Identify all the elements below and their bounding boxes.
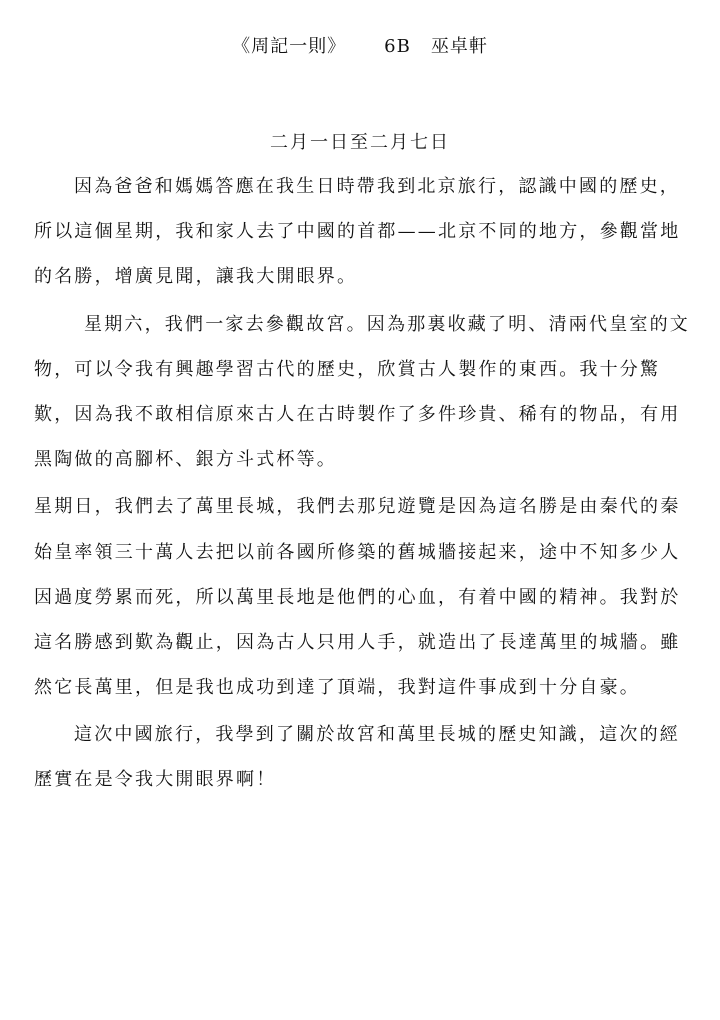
journal-title: 《周記一則》 [232,36,347,57]
text-line: 黑陶做的高腳杯、銀方斗式杯等。 [34,449,337,470]
text-line: 始皇率領三十萬人去把以前各國所修築的舊城牆接起来，途中不知多少人 [34,542,681,563]
text-line: 的名勝，增廣見聞，讓我大開眼界。 [34,266,358,287]
text-line: 因過度勞累而死，所以萬里長地是他們的心血，有着中國的精神。我對於 [34,587,681,608]
text-line: 物，可以令我有興趣學習古代的歷史，欣賞古人製作的東西。我十分驚 [34,359,661,380]
class-label: 6B [384,36,411,57]
text-line: 這名勝感到歎為觀止，因為古人只用人手，就造出了長達萬里的城牆。雖 [34,632,681,653]
author-name: 巫卓軒 [430,36,488,57]
text-line: 歎，因為我不敢相信原來古人在古時製作了多件珍貴、稀有的物品，有用 [34,404,681,425]
text-line: 星期日，我們去了萬里長城，我們去那兒遊覽是因為這名勝是由秦代的秦 [34,496,681,517]
text-line: 歷實在是令我大開眼界啊！ [34,769,277,790]
text-line: 然它長萬里，但是我也成功到達了頂端，我對這件事成到十分自豪。 [34,677,640,698]
header [0,32,720,58]
date-range: 二月一日至二月七日 [270,132,450,153]
text-line: 所以這個星期，我和家人去了中國的首都——北京不同的地方，參觀當地 [34,221,681,242]
text-line: 星期六，我們一家去參觀故宮。因為那裏收藏了明、清兩代皇室的文 [84,314,690,335]
text-line: 因為爸爸和媽媽答應在我生日時帶我到北京旅行，認識中國的歷史， [74,176,680,197]
text-line: 這次中國旅行，我學到了關於故宮和萬里長城的歷史知識，這次的經 [74,724,680,745]
